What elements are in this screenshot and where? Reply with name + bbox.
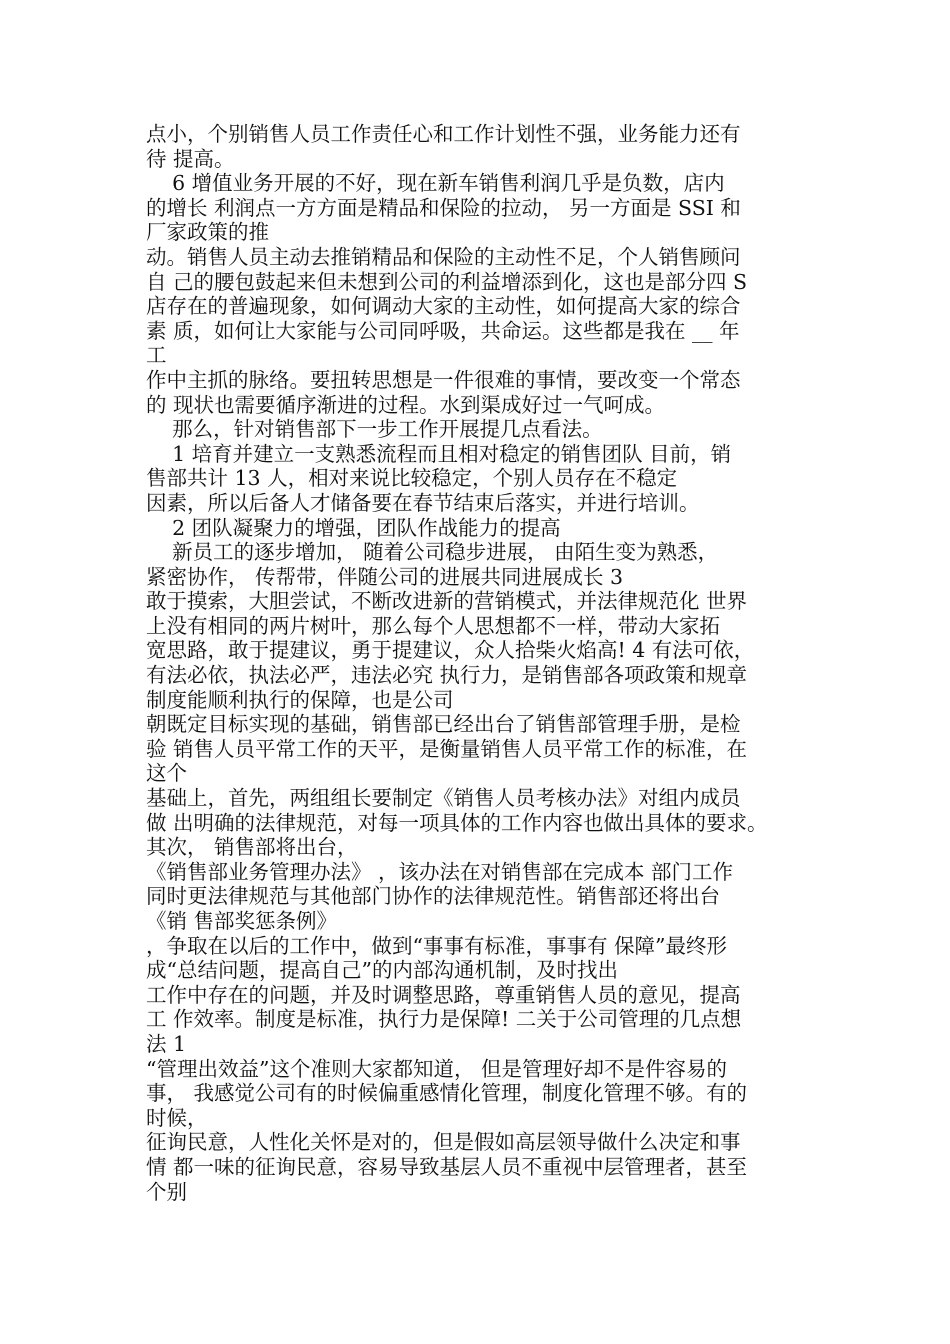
text-line: 个别 [146, 1179, 187, 1204]
text-line: 敢于摸索，大胆尝试，不断改进新的营销模式，并法律规范化 世界 [146, 589, 748, 614]
text-line: 动。销售人员主动去推销精品和保险的主动性不足，个人销售顾问 [146, 244, 741, 269]
text-line: 紧密协作， 传帮带，伴随公司的进展共同进展成长 3 [146, 564, 624, 589]
text-line: 同时更法律规范与其他部门协作的法律规范性。销售部还将出台 [146, 884, 720, 909]
text-line: 《销 售部奖惩条例》 [146, 909, 338, 933]
text-line: 《销售部业务管理办法》 ，该办法在对销售部在完成本 部门工作 [146, 859, 734, 884]
text-line: 作中主抓的脉络。要扭转思想是一件很难的事情，要改变一个常态 [146, 367, 741, 392]
text-line: 宽思路，敢于提建议，勇于提建议，众人拾柴火焰高! 4 有法可依， [146, 638, 755, 663]
text-line: 时候， [146, 1105, 208, 1130]
text-line: 工 作效率。制度是标准，执行力是保障! 二关于公司管理的几点想 [146, 1007, 742, 1032]
text-line: 验 销售人员平常工作的天平，是衡量销售人员平常工作的标准，在 [146, 736, 748, 761]
text-line: 成“总结问题，提高自己”的内部沟通机制，及时找出 [146, 958, 618, 983]
text-line: 因素，所以后备人才储备要在春节结束后落实，并进行培训。 [146, 490, 700, 515]
text-line: 其次， 销售部将出台， [146, 835, 358, 860]
text-line: 上没有相同的两片树叶，那么每个人思想都不一样，带动大家拓 [146, 613, 720, 638]
text-line: 制度能顺利执行的保障，也是公司 [146, 687, 454, 712]
text-line: 基础上，首先，两组组长要制定《销售人员考核办法》对组内成员 [146, 786, 741, 811]
text-line: 事， 我感觉公司有的时候偏重感情化管理，制度化管理不够。有的 [146, 1081, 748, 1106]
text-line: ，争取在以后的工作中，做到“事事有标准，事事有 保障”最终形 [146, 933, 727, 958]
document-body [146, 122, 818, 1204]
text-line: 的增长 利润点一方方面是精品和保险的拉动， 另一方面是 SSI 和 [146, 195, 741, 220]
text-line: 点小，个别销售人员工作责任心和工作计划性不强，业务能力还有 [146, 122, 741, 146]
text-line: 那么，针对销售部下一步工作开展提几点看法。 [146, 417, 603, 442]
text-line: 待 提高。 [146, 146, 235, 171]
text-line: 法 1 [146, 1031, 187, 1056]
text-line: 2 团队凝聚力的增强，团队作战能力的提高 [146, 515, 561, 540]
text-line: 工 [146, 343, 167, 368]
text-line: 工作中存在的问题，并及时调整思路，尊重销售人员的意见，提高 [146, 982, 741, 1007]
text-line: 做 出明确的法律规范，对每一项具体的工作内容也做出具体的要求。 [146, 810, 768, 835]
text-line: 有法必依，执法必严，违法必究 执行力，是销售部各项政策和规章 [146, 663, 748, 688]
text-line: 自 己的腰包鼓起来但未想到公司的利益增添到化，这也是部分四 S [146, 269, 748, 294]
text-line: 征询民意，人性化关怀是对的，但是假如高层领导做什么决定和事 [146, 1130, 741, 1155]
text-line: “管理出效益”这个准则大家都知道， 但是管理好却不是件容易的 [146, 1056, 727, 1081]
text-line: 新员工的逐步增加， 随着公司稳步进展， 由陌生变为熟悉， [146, 540, 719, 565]
text-line: 朝既定目标实现的基础，销售部已经出台了销售部管理手册，是检 [146, 712, 741, 737]
text-line: 这个 [146, 761, 187, 786]
text-line: 情 都一味的征询民意，容易导致基层人员不重视中层管理者，甚至 [146, 1154, 748, 1179]
text-line: 1 培育并建立一支熟悉流程而且相对稳定的销售团队 目前，销 [146, 441, 732, 466]
text-line: 厂家政策的推 [146, 220, 269, 245]
text-line: 素 质，如何让大家能与公司同呼吸，共命运。这些都是我在 __ 年 [146, 318, 740, 343]
text-line: 的 现状也需要循序渐进的过程。水到渠成好过一气呵成。 [146, 392, 666, 417]
text-line: 售部共计 13 人，相对来说比较稳定，个别人员存在不稳定 [146, 466, 678, 491]
text-line: 6 增值业务开展的不好，现在新车销售利润几乎是负数，店内 [146, 171, 725, 196]
text-line: 店存在的普遍现象，如何调动大家的主动性，如何提高大家的综合 [146, 294, 741, 319]
